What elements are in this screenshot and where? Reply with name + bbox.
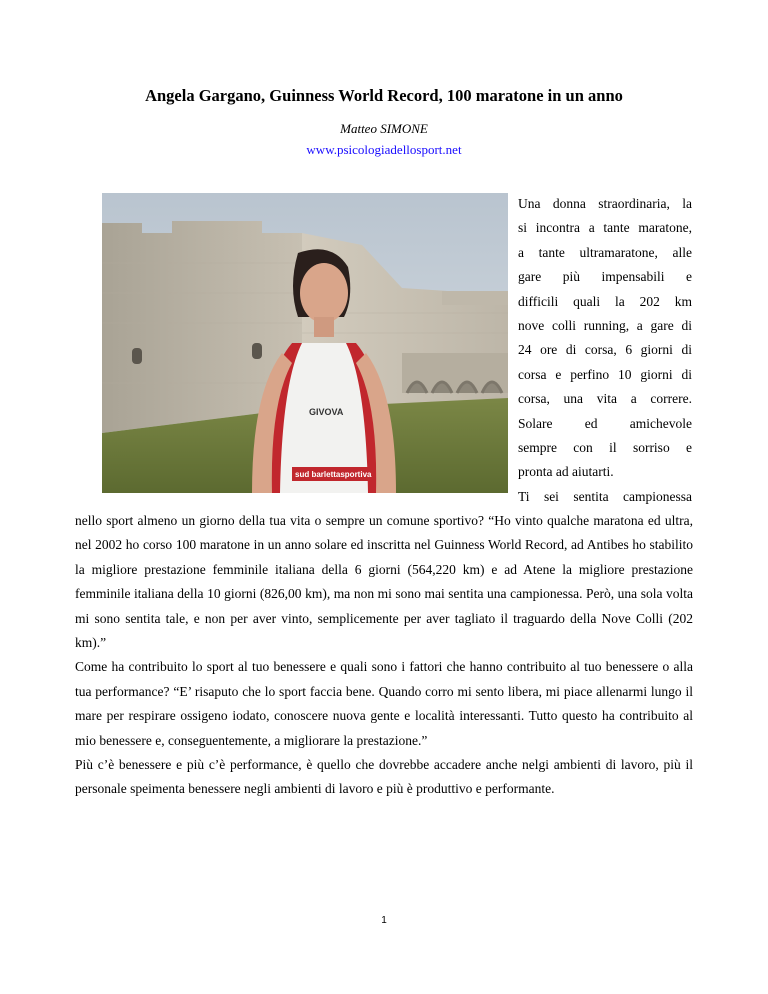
intro-line: gare più impensabili e <box>518 269 692 285</box>
website-link[interactable]: www.psicologiadellosport.net <box>306 142 462 157</box>
shirt-team-text: sud barlettasportiva <box>295 470 372 479</box>
intro-line: Una donna straordinaria, la <box>518 196 692 211</box>
intro-column <box>518 192 692 509</box>
castle-runner-photo <box>102 193 508 493</box>
paragraph-3: Più c’è benessere e più c’è performance, è quello che dovrebbe accadere anche nelgi ambienti di lavoro, più il personale speimenta benessere negli ambienti di lavoro e più è produttivo e performante. <box>75 757 693 797</box>
page-number: 1 <box>381 915 387 926</box>
intro-line: difficili quali la 202 km <box>518 293 692 309</box>
intro-line: 24 ore di corsa, 6 giorni di <box>518 342 692 358</box>
intro-line: corsa e perfino 10 giorni di <box>518 366 692 382</box>
intro-line: a tante ultramaratone, alle <box>518 244 692 260</box>
intro-line: pronta ad aiutarti. <box>518 464 614 480</box>
intro-line: nove colli running, a gare di <box>518 317 692 333</box>
intro-line: Solare ed amichevole <box>518 415 692 431</box>
paragraph-1: nello sport almeno un giorno della tua vita o sempre un comune sportivo? “Ho vinto qualche maratona ed ultra, nel 2002 ho corso 100 maratone in un anno solare ed inscritta nel Guinness World Record, ad Antibes ho stabilito la migliore prestazione femminile italiana della 6 giorni (564,220 km) e ad Atene la migliore prestazione femminile italiana della 10 giorni (826,00 km), ma non mi sono mai sentita una campionessa. Però, una sola volta mi sono sentita tale, e non per aver vinto, semplicemente per aver tagliato il traguardo della Nove Colli (202 km).” <box>75 513 693 651</box>
article-body <box>75 509 693 802</box>
intro-line: Ti sei sentita campionessa <box>518 488 692 504</box>
intro-line: corsa, una vita a correre. <box>518 391 692 407</box>
author-name: Matteo SIMONE <box>340 121 428 136</box>
intro-line: sempre con il sorriso e <box>518 439 692 455</box>
article-title: Angela Gargano, Guinness World Record, 100 maratone in un anno <box>145 86 623 105</box>
intro-line: si incontra a tante maratone, <box>518 220 692 236</box>
shirt-brand-text: GIVOVA <box>309 407 344 417</box>
paragraph-2: Come ha contribuito lo sport al tuo benessere e quali sono i fattori che hanno contribuito al tuo benessere o alla tua performance? “E’ risaputo che lo sport faccia bene. Quando corro mi sento libera, mi piace allenarmi lungo il mare per respirare ossigeno iodato, conoscere nuova gente e località interessanti. Tutto questo ha contribuito al mio benessere e, conseguentemente, a migliorare la prestazione.” <box>75 659 693 748</box>
